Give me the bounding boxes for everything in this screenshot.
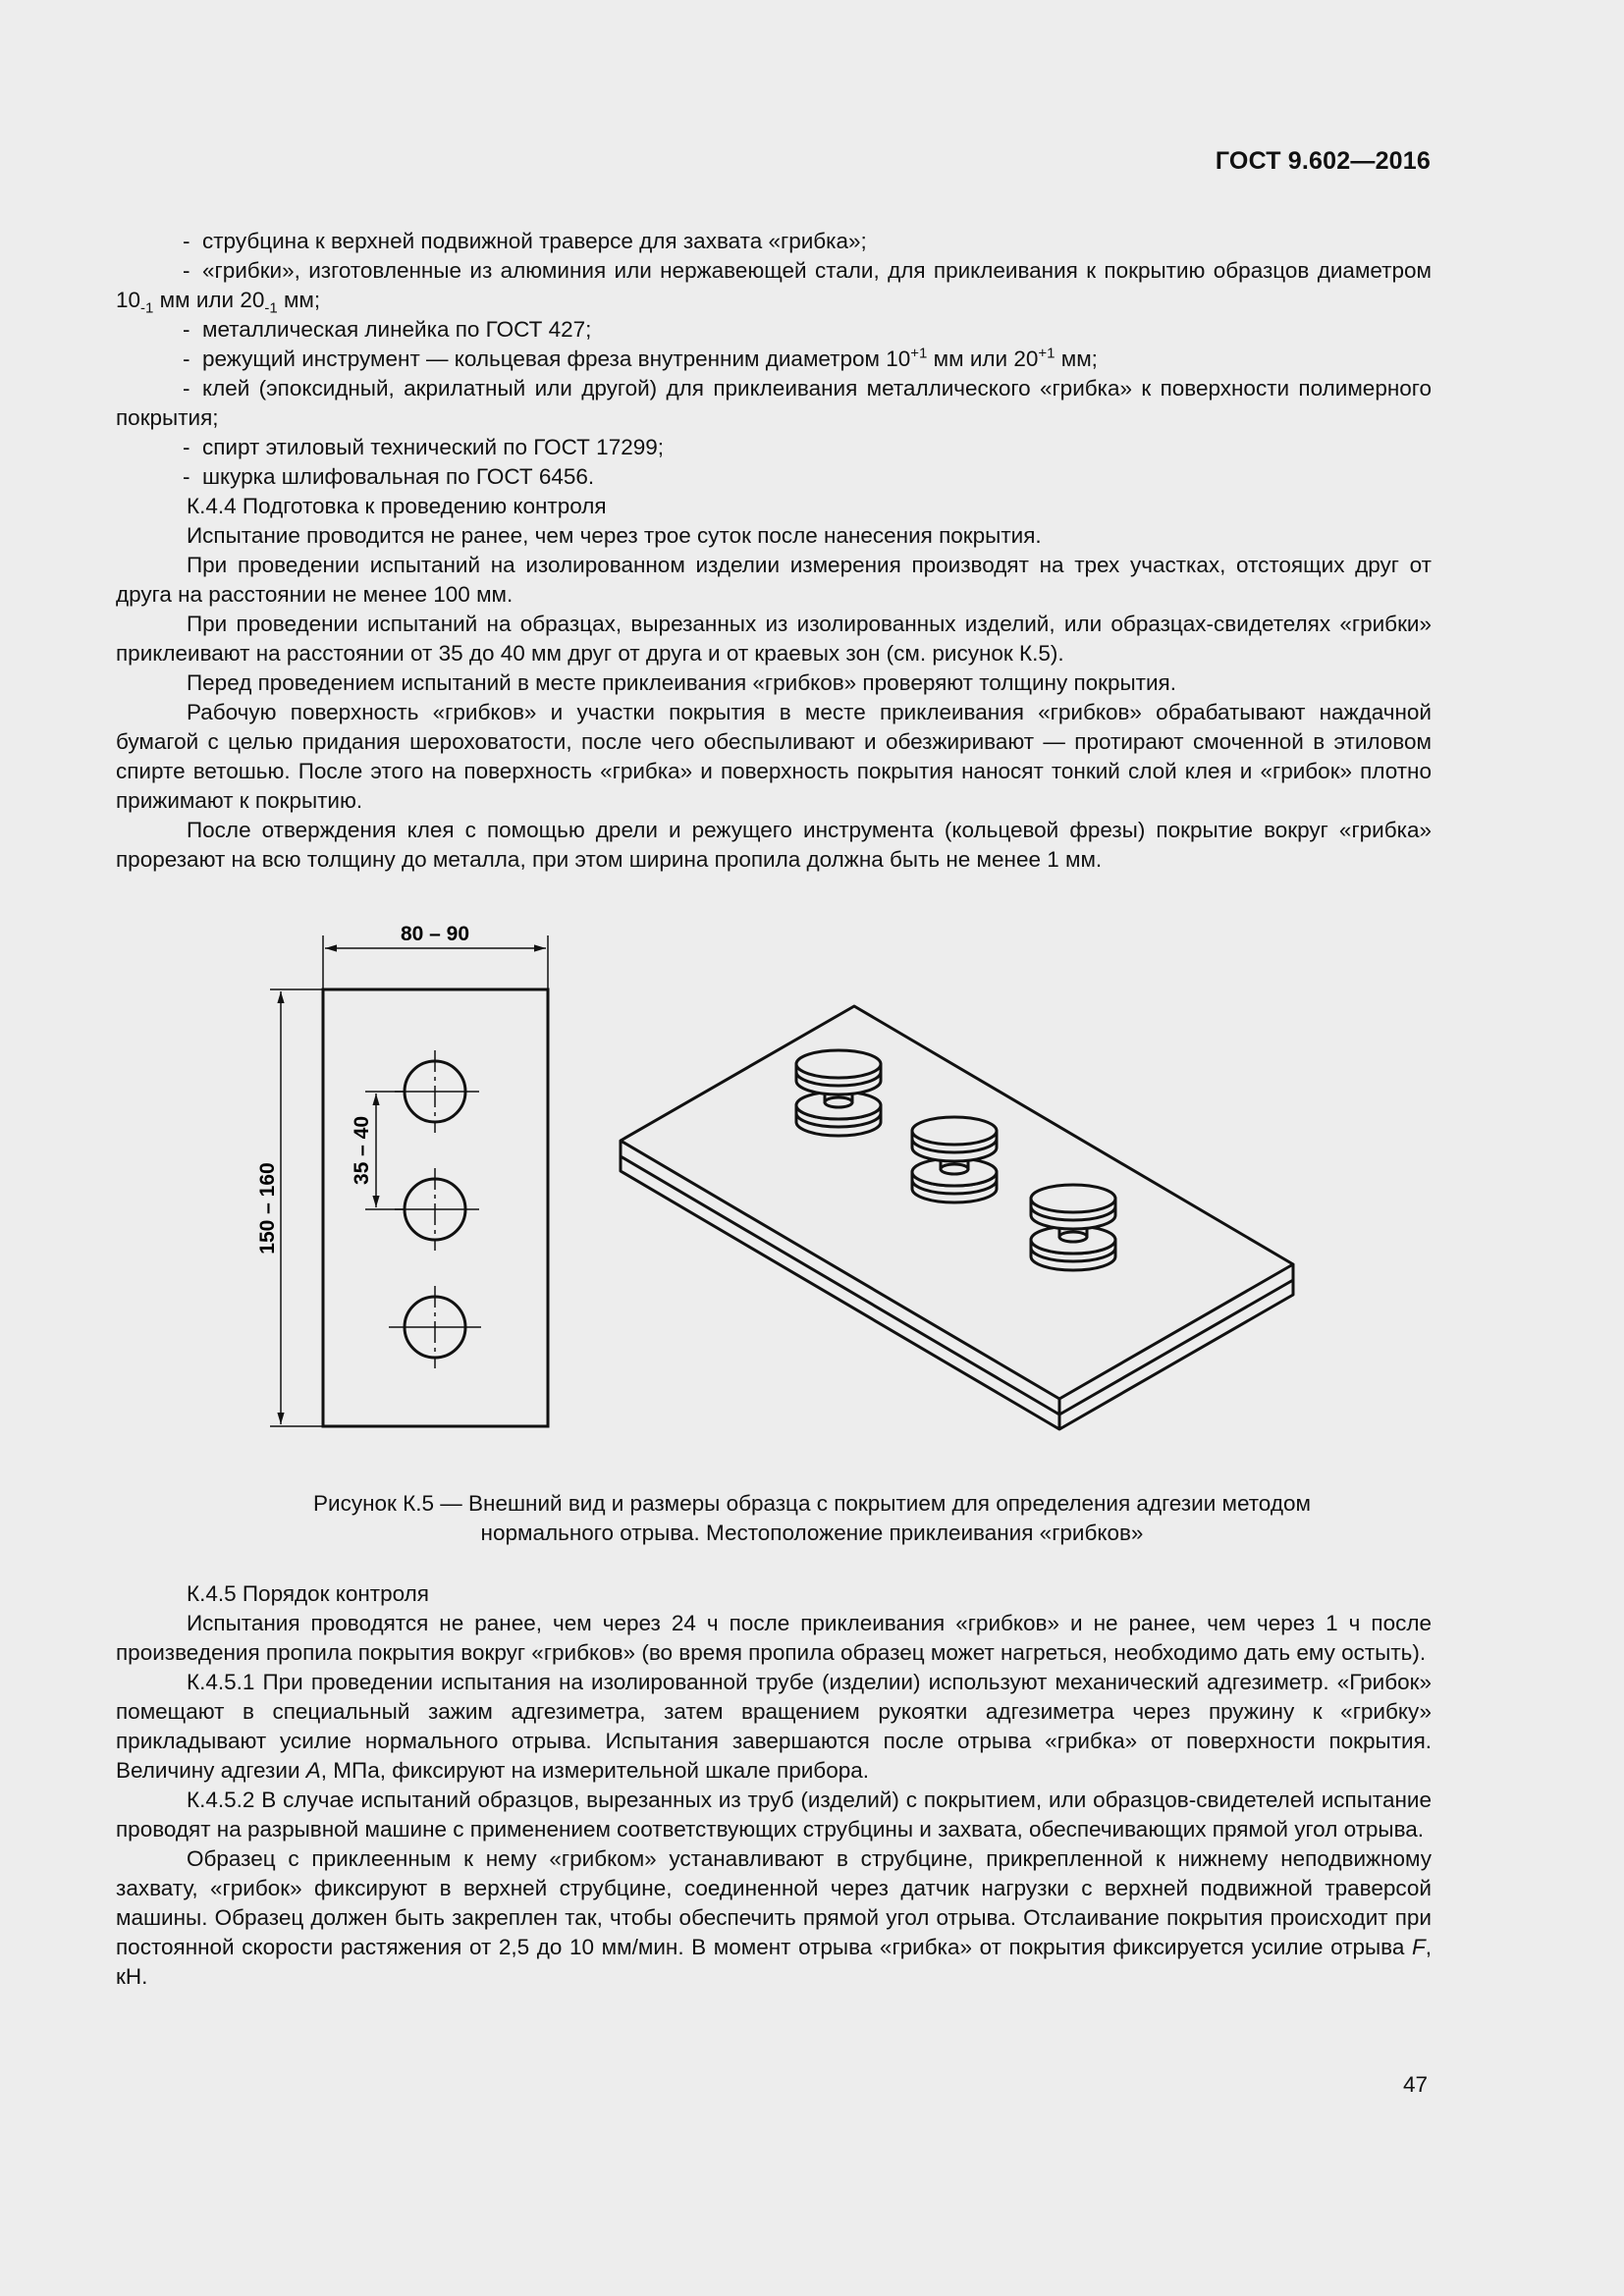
paragraph: Испытания проводятся не ранее, чем через 24 ч после приклеивания «грибков» и не ранее, чем через 1 ч после произведения пропила покрытия вокруг «грибков» (во время пропила образец может нагреться, необходимо дать ему остыть). — [116, 1611, 1432, 1665]
height-dimension-label: 150 – 160 — [256, 1162, 279, 1255]
list-item: - шкурка шлифовальная по ГОСТ 6456. — [183, 464, 595, 489]
figure-k5 — [0, 913, 1624, 1472]
list-item: - клей (эпоксидный, акрилатный или другой) для приклеивания металлического «грибка» к поверхности полимерного покрытия; — [116, 376, 1432, 430]
paragraph: К.4.5.2 В случае испытаний образцов, вырезанных из труб (изделий) с покрытием, или образцов-свидетелей испытание проводят на разрывной машине с применением соответствующих струбцины и захвата, обеспечивающих прямой угол отрыва. — [116, 1788, 1432, 1842]
caption-line: Рисунок К.5 — Внешний вид и размеры образца с покрытием для определения адгезии методом — [313, 1491, 1311, 1516]
spacing-dimension-label: 35 – 40 — [351, 1115, 373, 1186]
caption-line: нормального отрыва. Местоположение приклеивания «грибков» — [480, 1521, 1144, 1545]
dolly-mark — [395, 1168, 479, 1251]
list-item: - металлическая линейка по ГОСТ 427; — [183, 317, 592, 342]
width-dimension-label: 80 – 90 — [400, 923, 470, 945]
list-item: - «грибки», изготовленные из алюминия или нержавеющей стали, для приклеивания к покрытию образцов диаметром $10_{-1}$ мм или $20_{-1}$ мм; — [116, 258, 1432, 317]
text-block-bottom — [116, 1579, 1432, 1992]
dolly-mark — [389, 1286, 481, 1368]
figure-caption — [0, 1489, 1624, 1548]
page-number: 47 — [1402, 2072, 1428, 2097]
list-item: - струбцина к верхней подвижной траверсе для захвата «грибка»; — [183, 229, 867, 253]
section-heading: К.4.5 Порядок контроля — [187, 1581, 429, 1606]
section-heading: К.4.4 Подготовка к проведению контроля — [187, 494, 607, 518]
list-item: - режущий инструмент — кольцевая фреза внутренним диаметром $10^{+1}$ мм или $20^{+1}$ мм; — [183, 345, 1098, 371]
paragraph: При проведении испытаний на изолированном изделии измерения производят на трех участках, отстоящих друг от друга на расстоянии не менее 100 мм. — [116, 553, 1432, 607]
paragraph: К.4.5.1 При проведении испытания на изолированной трубе (изделии) используют механический адгезиметр. «Грибок» помещают в специальный зажим адгезиметра, затем вращением рукоятки адгезиметра через пружину к «грибку» прикладывают усилие нормального отрыва. Испытания завершаются после отрыва «грибка» от поверхности покрытия. Величину адгезии А, МПа, фиксируют на измерительной шкале прибора. — [116, 1670, 1432, 1783]
document-header: ГОСТ 9.602—2016 — [1215, 147, 1431, 175]
paragraph: При проведении испытаний на образцах, вырезанных из изолированных изделий, или образцах-свидетелях «грибки» приклеивают на расстоянии от 35 до 40 мм друг от друга и от краевых зон (см. рисунок К.5). — [116, 612, 1432, 666]
paragraph: Перед проведением испытаний в месте приклеивания «грибков» проверяют толщину покрытия. — [187, 670, 1176, 695]
list-item: - спирт этиловый технический по ГОСТ 17299; — [183, 435, 664, 459]
specimen-plan-view — [270, 935, 548, 1426]
paragraph: Образец с приклеенным к нему «грибком» устанавливают в струбцине, прикрепленной к нижнему неподвижному захвату, «грибок» фиксируют в верхней струбцине, соединенной через датчик нагрузки с верхней подвижной траверсой машины. Образец должен быть закреплен так, чтобы обеспечить прямой угол отрыва. Отслаивание покрытия происходит при постоянной скорости растяжения от 2,5 до 10 мм/мин. В момент отрыва «грибка» от покрытия фиксируется усилие отрыва F, кН. — [116, 1846, 1432, 1989]
specimen-isometric-view — [621, 1006, 1293, 1429]
text-block-top — [116, 227, 1432, 875]
paragraph: Испытание проводится не ранее, чем через трое суток после нанесения покрытия. — [187, 523, 1042, 548]
figure-drawing — [0, 913, 1624, 1472]
dolly-mark — [395, 1050, 479, 1133]
paragraph: Рабочую поверхность «грибков» и участки покрытия в месте приклеивания «грибков» обрабатывают наждачной бумагой с целью придания шероховатости, после чего обеспыливают и обезжиривают — протирают смоченной в этиловом спирте ветошью. После этого на поверхность «грибка» и поверхность покрытия наносят тонкий слой клея и «грибок» плотно прижимают к покрытию. — [116, 700, 1432, 813]
paragraph: После отверждения клея с помощью дрели и режущего инструмента (кольцевой фрезы) покрытие вокруг «грибка» прорезают на всю толщину до металла, при этом ширина пропила должна быть не менее 1 мм. — [116, 818, 1432, 872]
